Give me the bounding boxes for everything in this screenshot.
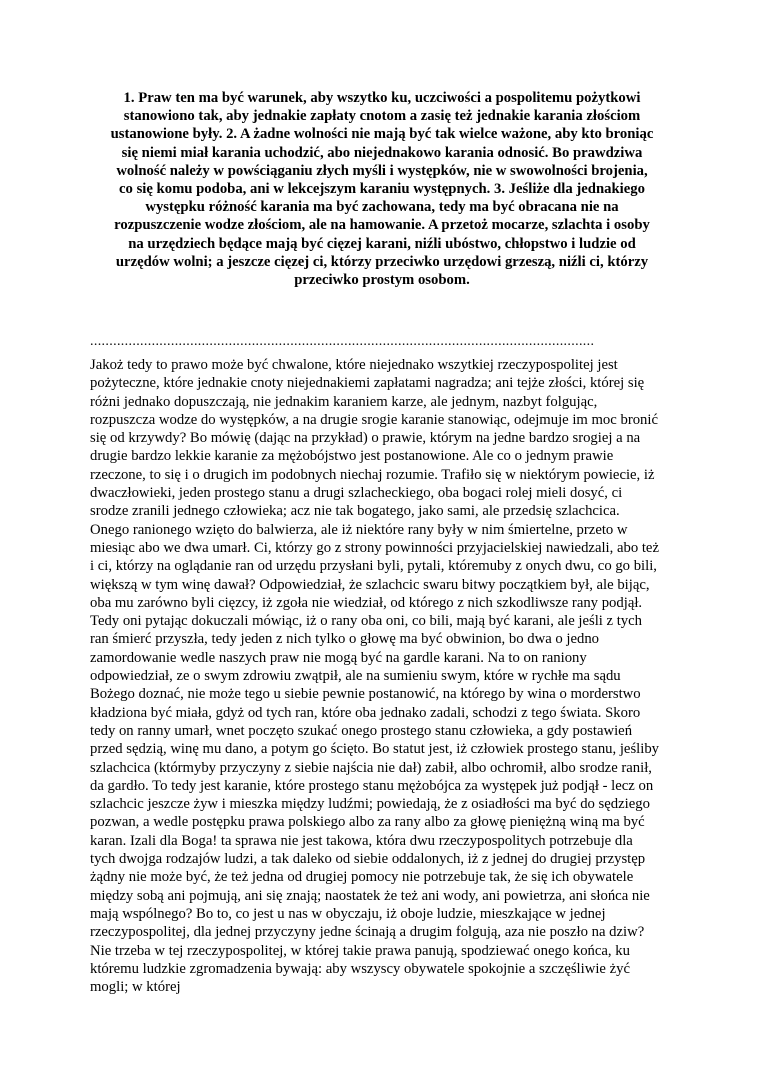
summary-heading: 1. Praw ten ma być warunek, aby wszytko ku, uczciwości a pospolitemu pożytkowi stanowiono tak, aby jednakie zapłaty cnotom a zasię też jednakie karania złościom ustanowione były. 2. A żadne wolności nie mają być tak wielce ważone, aby kto broniąc się niemi miał karania uchodzić, abo niejednakowo karania odnosić. Bo prawdziwa wolność należy w powściąganiu złych myśli i występków, nie w swowolności brojenia, co się komu podoba, ani w lekcejszym karaniu występnych. 3. Jeśliże dla jednakiego występku różność karania ma być zachowana, tedy ma być obracana nie na rozpuszczenie wodze złościom, ale na hamowanie. A przetoż mocarze, szlachta i osoby na urzędziech będące mają być cięzej karani, niźli ubóstwo, chłopstwo i ludzie od urzędów wolni; a jeszcze cięzej ci, którzy przeciwko urzędowi grzeszą, niźli ci, którzy przeciwko prostym osobom. bbox=[110, 90, 654, 289]
body-paragraph: Jakoż tedy to prawo może być chwalone, które niejednako wszytkiej rzeczypospolitej jest pożyteczne, które jednakie cnoty niejednakiemi zapłatami nagradza; ani tejże złości, której się różni jednako dopuszczają, nie jednakim karaniem karze, ale jednym, nazbyt folgując, rozpuszcza wodze do występków, a na drugie srogie karanie stanowiąc, odejmuje im moc bronić się od krzywdy? Bo mówię (dając na przykład) o prawie, którym na jedne bardzo srogiej a na drugie bardzo lekkie karanie za mężobójstwo jest postanowione. Ale co o jednym prawie rzeczone, to się i o drugich im podobnych niechaj rozumie. Trafiło się w niektórym powiecie, iż dwaczłowieki, jeden prostego stanu a drugi szlacheckiego, oba bogaci rolej mieli dosyć, ci srodze zranili jednego człowieka; acz nie tak bogatego, jako sami, ale przedsię szlachcica. Onego ranionego wzięto do balwierza, ale iż niektóre rany były w nim śmiertelne, przeto w miesiąc abo we dwa umarł. Ci, którzy go z strony powinności przyjacielskiej nawiedzali, abo też i ci, którzy na oglądanie ran od urzędu przysłani byli, pytali, któremuby z onych dwu, co go bili, większą w tym winę dawał? Odpowiedział, że szlachcic swaru bitwy początkiem był, ale bijąc, oba mu zarówno byli cięzcy, iż zgoła nie wiedział, od którego z nich szkodliwsze rany podjął. Tedy oni pytając dokuczali mówiąc, iż o rany oba oni, co bili, mają być karani, ale jeśli z tych ran śmierć przyszła, tedy jeden z nich tylko o głowę ma być obwinion, bo dwa o jedno zamordowanie wedle naszych praw nie mogą być na gardle karani. Na to on raniony odpowiedział, ze o swym zdrowiu zwątpił, ale na sumieniu swym, które w rychłe ma sądu Bożego doznać, nie może tego u siebie pewnie postanowić, na którego by wina o morderstwo kładziona być miała, gdyż od tych ran, które oba jednako zadali, schodzi z tego świata. Skoro tedy on ranny umarł, wnet poczęto szukać onego prostego stanu człowieka, a gdy postawień przed sędzią, winę mu dano, a potym go ścięto. Bo statut jest, iż człowiek prostego stanu, jeśliby szlachcica (którmyby przyczyny z siebie najścia nie dał) zabił, albo ochromił, albo srodze ranił, da gardło. To tedy jest karanie, które prostego stanu mężobójca za występek już podjął - lecz on szlachcic jeszcze żyw i mieszka między ludźmi; powiedają, że z osiadłości ma być do sędziego pozwan, a wedle postępku prawa polskiego albo za rany albo za głowę pieniężną winą ma być karan. Izali dla Boga! ta sprawa nie jest takowa, która dwu rzeczypospolitych potrzebuje dla tych dwojga rodzajów ludzi, a tak daleko od siebie oddalonych, iż z jednej do drugiej przystęp żądny nie może być, że też jedna od drugiej pomocy nie potrzebuje tak, że się ich obywatele między sobą ani pojmują, ani się znają; naostatek że też ani wody, ani powietrza, ani słońca nie mają wspólnego? Bo to, co jest u nas w obyczaju, iż oboje ludzie, mieszkające w jednej rzeczypospolitej, dla jednej przyczyny jedne ścinają a drugim folgują, aza nie poszło na dziw? Nie trzeba w tej rzeczypospolitej, w której takie prawa panują, spodziewać onego końca, ku któremu ludzkie zgromadzenia bywają: aby wszyscy obywatele spokojnie a szczęśliwie żyć mogli; w której bbox=[90, 357, 660, 996]
dotted-divider: ................................................................................................................................... bbox=[90, 335, 595, 349]
